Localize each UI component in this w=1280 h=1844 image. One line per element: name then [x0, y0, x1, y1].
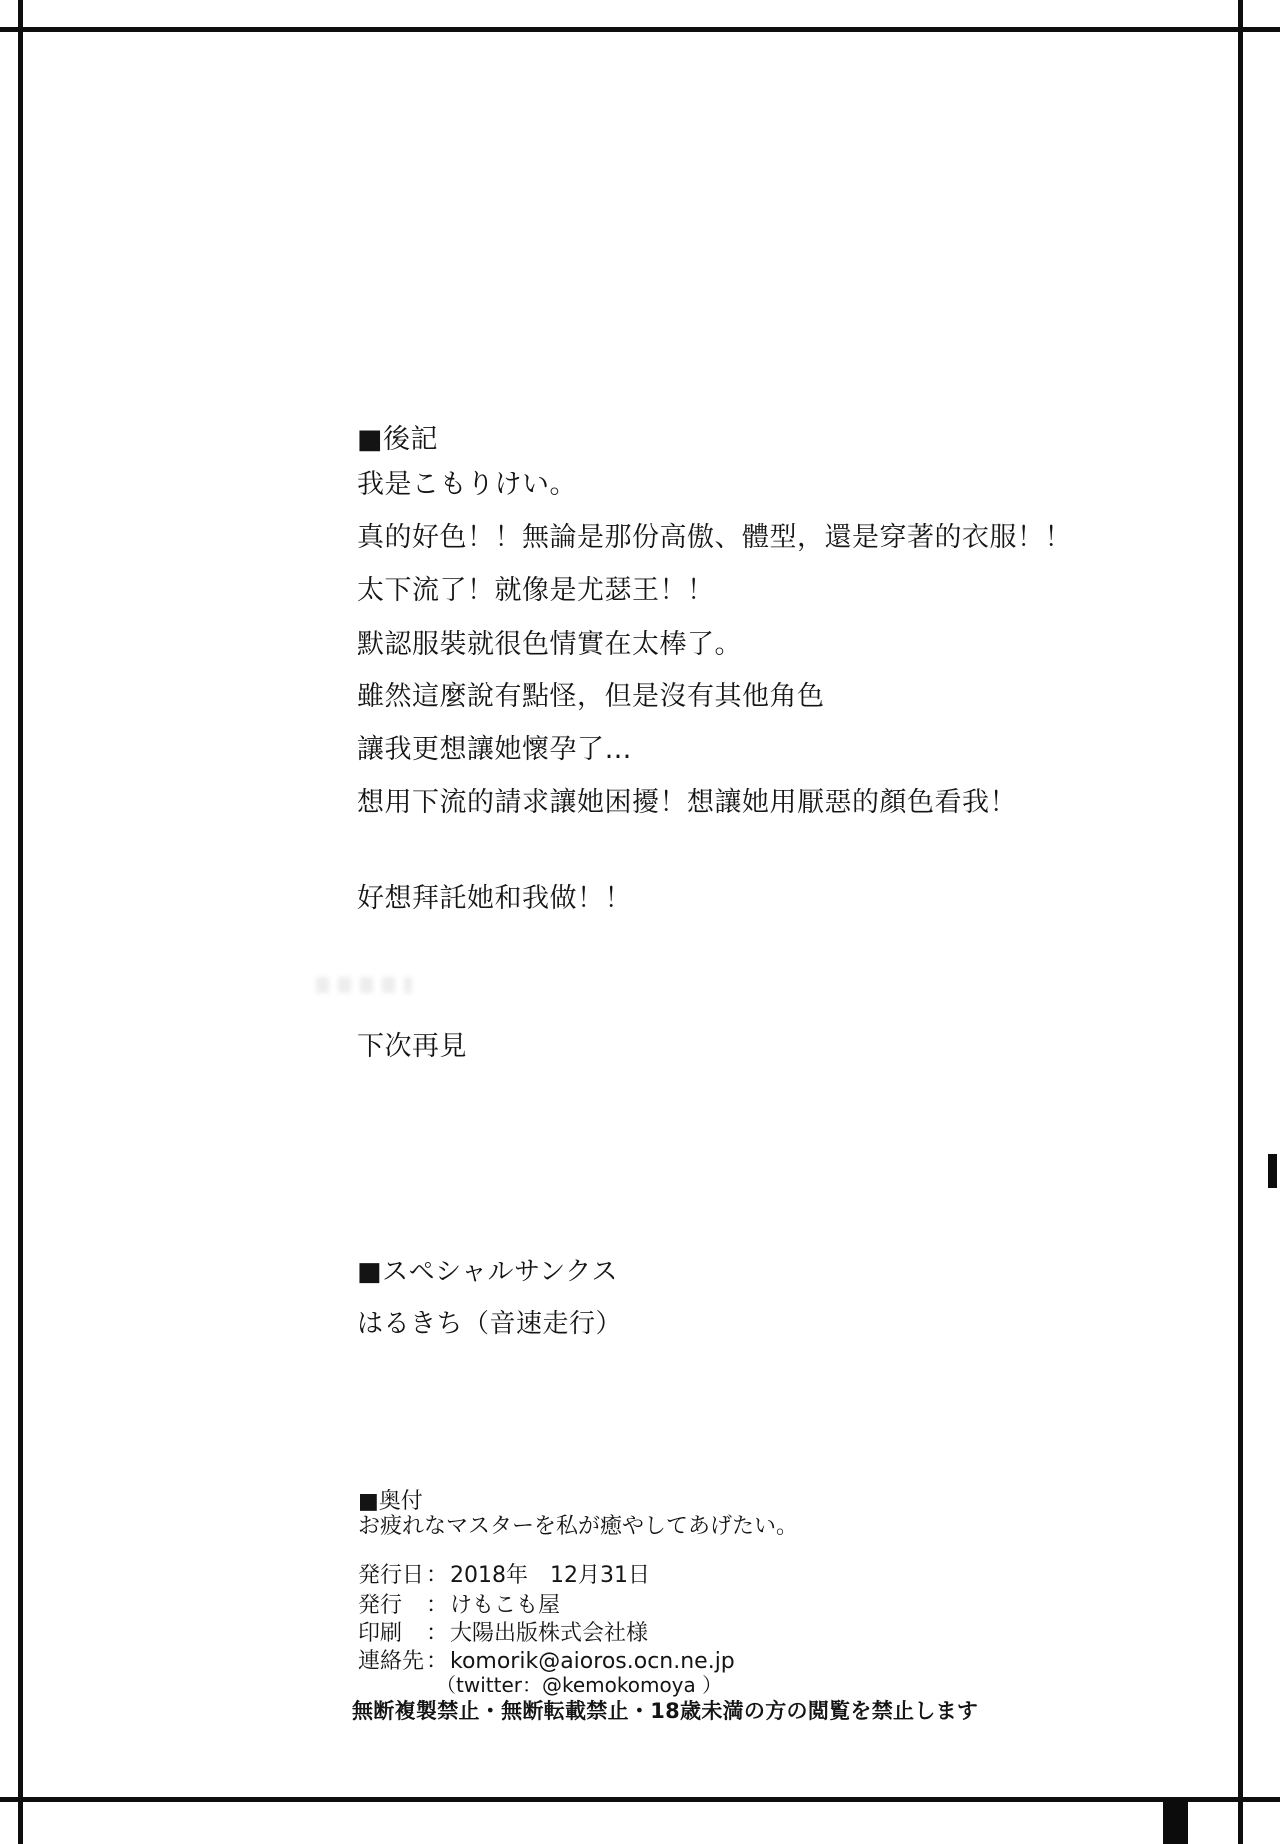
twitter-handle-line: （twitter：@kemokomoya ）: [436, 1673, 723, 1697]
book-title: お疲れなマスターを私が癒やしてあげたい。: [358, 1514, 799, 1539]
right-edge-tick: [1268, 1154, 1277, 1188]
afterword-line: 太下流了！就像是尤瑟王！！: [357, 575, 715, 606]
copyright-notice: 無断複製禁止・無断転載禁止・18歳未満の方の閲覧を禁止します: [352, 1699, 979, 1723]
row-label: 印刷: [358, 1621, 403, 1646]
frame-line-right: [1238, 0, 1243, 1844]
row-label: 連絡先: [358, 1649, 425, 1674]
row-colon: ：: [426, 1593, 449, 1618]
row-value: けもこも屋: [450, 1593, 561, 1618]
afterword-line: 我是こもりけい。: [357, 469, 577, 500]
row-colon: ：: [426, 1649, 449, 1674]
row-value: komorik@aioros.ocn.ne.jp: [450, 1649, 735, 1674]
afterword-line: 想用下流的請求讓她困擾！想讓她用厭惡的顏色看我！: [357, 787, 1017, 818]
row-colon: ：: [426, 1563, 449, 1588]
colophon-row: [358, 1621, 648, 1646]
special-thanks-heading: ■スペシャルサンクス: [357, 1257, 618, 1287]
row-label: 発行日: [358, 1563, 425, 1588]
row-value: 2018年 12月31日: [450, 1563, 650, 1588]
frame-line-bottom: [0, 1797, 1280, 1802]
colophon-row: [358, 1593, 560, 1618]
colophon-heading: ■奥付: [358, 1489, 423, 1514]
colophon-row: [358, 1563, 650, 1588]
corner-ink-block: [1163, 1799, 1188, 1844]
row-colon: ：: [426, 1621, 449, 1646]
row-value: 大陽出版株式会社様: [450, 1621, 649, 1646]
special-thanks-name: はるきち（音速走行）: [357, 1309, 623, 1339]
ghost-text-smudge: [316, 977, 412, 993]
frame-line-left: [18, 0, 23, 1844]
row-label: 発行: [358, 1593, 403, 1618]
farewell-line: 下次再見: [357, 1031, 467, 1062]
afterword-line: 默認服裝就很色情實在太棒了。: [357, 629, 742, 660]
afterword-heading: ■後記: [357, 424, 439, 455]
afterword-line: 雖然這麼說有點怪，但是沒有其他角色: [357, 681, 825, 712]
colophon-row: [358, 1649, 735, 1674]
afterword-line: 真的好色！！無論是那份高傲、體型，還是穿著的衣服！！: [357, 522, 1072, 553]
afterword-line: 讓我更想讓她懷孕了…: [357, 734, 632, 765]
frame-line-top: [0, 27, 1280, 32]
afterword-line: 好想拜託她和我做！！: [357, 883, 632, 914]
